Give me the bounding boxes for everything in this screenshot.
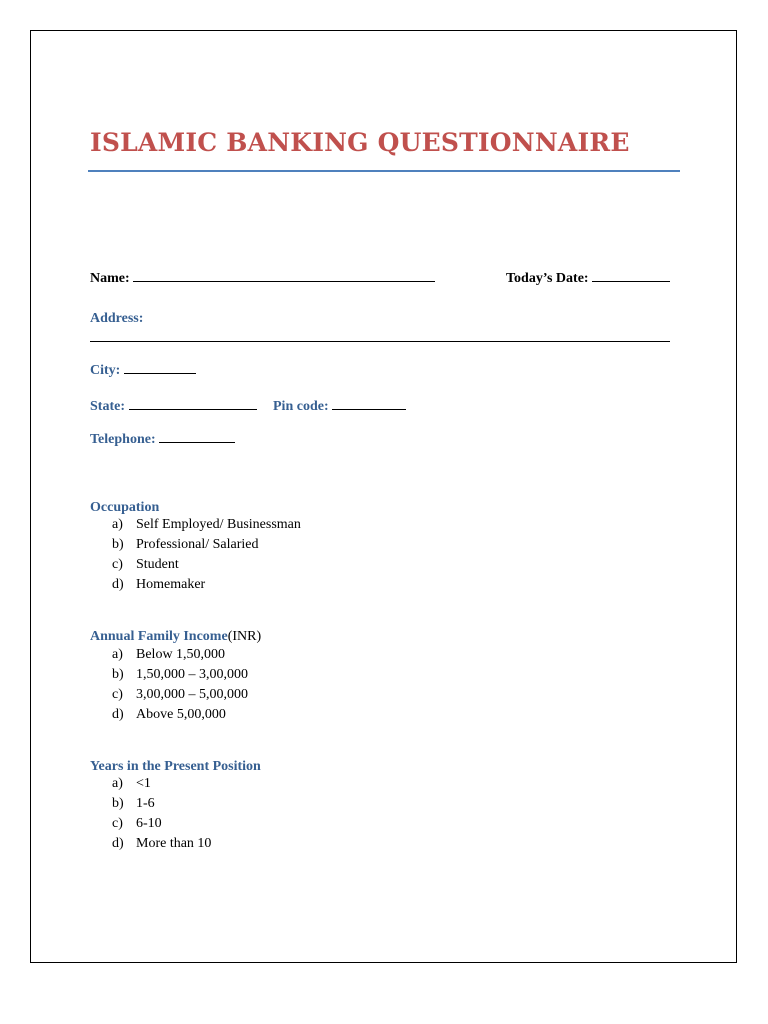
option-text: <1 (136, 776, 151, 791)
option-text: Self Employed/ Businessman (136, 517, 301, 532)
date-label: Today’s Date: (506, 271, 589, 286)
option-text: Student (136, 557, 179, 572)
option-item[interactable] (112, 794, 211, 814)
option-item[interactable] (112, 645, 248, 665)
option-text: More than 10 (136, 836, 212, 851)
option-letter: d) (112, 577, 124, 592)
name-blank[interactable] (133, 270, 435, 282)
option-text: 6-10 (136, 816, 162, 831)
date-blank[interactable] (592, 270, 670, 282)
option-letter: d) (112, 836, 124, 851)
option-text: Above 5,00,000 (136, 707, 226, 722)
pincode-label: Pin code: (273, 399, 329, 414)
option-text: Below 1,50,000 (136, 647, 226, 662)
option-letter: c) (112, 687, 123, 702)
option-letter: b) (112, 667, 124, 682)
telephone-blank[interactable] (159, 431, 235, 443)
title-underline (88, 170, 680, 172)
city-blank[interactable] (124, 362, 196, 374)
years-options (112, 774, 211, 854)
income-options (112, 645, 248, 725)
option-letter: d) (112, 707, 124, 722)
option-item[interactable] (112, 814, 211, 834)
income-unit: (INR) (227, 629, 262, 644)
option-text: 1,50,000 – 3,00,000 (136, 667, 248, 682)
option-letter: a) (112, 776, 123, 791)
option-item[interactable] (112, 575, 301, 595)
income-heading (90, 629, 261, 645)
address-label: Address: (90, 311, 144, 326)
option-letter: a) (112, 647, 123, 662)
option-item[interactable] (112, 515, 301, 535)
option-item[interactable] (112, 834, 211, 854)
document-title: ISLAMIC BANKING QUESTIONNAIRE (90, 128, 630, 157)
option-text: Homemaker (136, 577, 206, 592)
option-letter: b) (112, 796, 124, 811)
telephone-label: Telephone: (90, 432, 156, 447)
telephone-field (90, 431, 235, 448)
pincode-blank[interactable] (332, 398, 406, 410)
years-heading: Years in the Present Position (90, 759, 261, 774)
option-item[interactable] (112, 555, 301, 575)
option-letter: c) (112, 816, 123, 831)
option-letter: b) (112, 537, 124, 552)
date-field (506, 270, 670, 287)
occupation-heading: Occupation (90, 500, 160, 515)
state-field (90, 398, 257, 415)
city-label: City: (90, 363, 121, 378)
option-item[interactable] (112, 774, 211, 794)
state-label: State: (90, 399, 125, 414)
address-blank[interactable] (90, 330, 670, 342)
name-label: Name: (90, 271, 130, 286)
option-item[interactable] (112, 705, 248, 725)
state-blank[interactable] (129, 398, 257, 410)
option-text: 1-6 (136, 796, 155, 811)
city-field (90, 362, 196, 379)
occupation-options (112, 515, 301, 595)
option-text: 3,00,000 – 5,00,000 (136, 687, 248, 702)
option-letter: a) (112, 517, 123, 532)
option-text: Professional/ Salaried (136, 537, 259, 552)
option-letter: c) (112, 557, 123, 572)
pincode-field (273, 398, 406, 415)
option-item[interactable] (112, 685, 248, 705)
option-item[interactable] (112, 535, 301, 555)
option-item[interactable] (112, 665, 248, 685)
name-field (90, 270, 435, 287)
income-heading-text: Annual Family Income (90, 629, 228, 644)
